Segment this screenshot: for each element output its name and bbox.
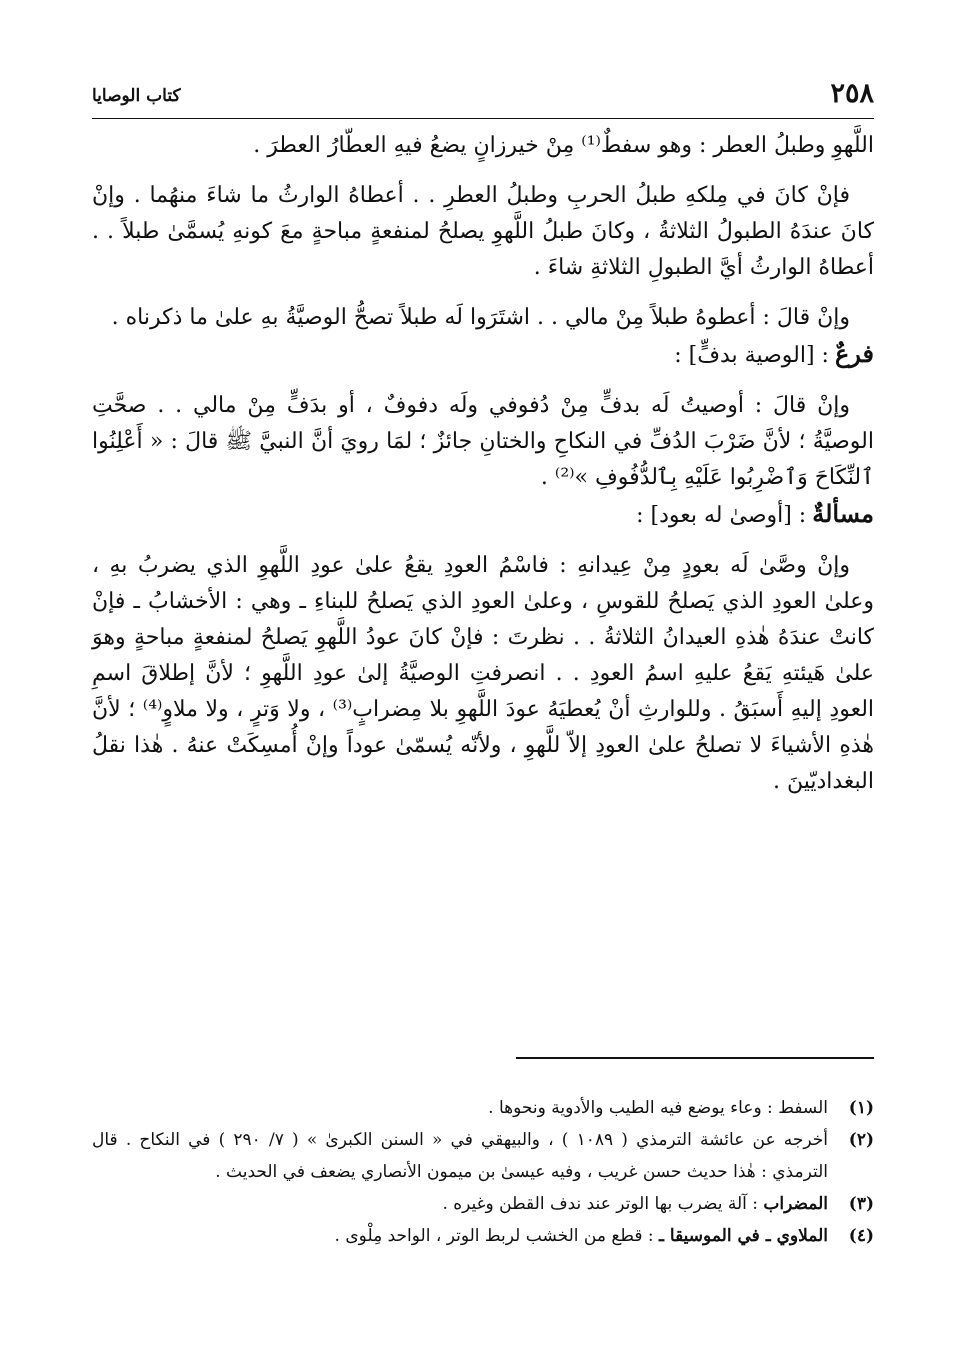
footnote-text: : قطع من الخشب لربط الوتر ، الواحد مِلْوى . — [334, 1226, 659, 1246]
section-title: : [الوصية بدفٍّ] : — [674, 343, 829, 368]
section-heading-daff — [92, 336, 874, 374]
paragraph-3: وإنْ قالَ : أعطوهُ طبلاً مِنْ مالي . . اشتَرَوا لَه طبلاً تصحُّ الوصيَّةُ بهِ علىٰ ما ذكرناه . — [111, 305, 850, 330]
book-title: كتاب الوصايا — [92, 86, 181, 106]
footnote-number: (١) — [848, 1098, 874, 1118]
main-text — [92, 128, 874, 800]
footnote-number: (٤) — [848, 1226, 874, 1246]
section-label: فرعٌ — [834, 339, 874, 368]
section-label: مسألةٌ — [812, 499, 874, 528]
footnote-3 — [92, 1188, 874, 1220]
footnote-1 — [92, 1092, 874, 1124]
footnote-term: المضراب — [763, 1194, 828, 1214]
footnote-term: الملاوي ـ في الموسيقا ـ — [659, 1226, 828, 1246]
paragraph-2: فإنْ كانَ في مِلكهِ طبلُ الحربِ وطبلُ العطرِ . . أعطاهُ الوارثُ ما شاءَ منهُما . وإنْ كانَ عندَهُ الطبولُ الثلاثةُ ، وكانَ طبلُ اللَّهوِ يصلحُ لمنفعةٍ مباحةٍ معَ كونهِ يُسمَّىٰ طبلاً . . أعطاهُ الوارثُ أيَّ الطبولِ الثلاثةِ شاءَ . — [92, 183, 874, 280]
footnote-number: (٣) — [848, 1194, 874, 1214]
running-head — [92, 78, 874, 114]
footnote-4 — [92, 1220, 874, 1252]
footnote-rule — [516, 1057, 874, 1059]
footnotes — [92, 1092, 874, 1252]
paragraph-1: اللَّهوِ وطبلُ العطر : وهو سفطٌ⁽¹⁾ مِنْ خيرزانٍ يضعُ فيهِ العطّارُ العطرَ . — [253, 133, 874, 158]
header-rule — [92, 118, 874, 119]
paragraph-5: وإنْ وصَّىٰ لَه بعودٍ مِنْ عِيدانهِ : فاسْمُ العودِ يقعُ علىٰ عودِ اللَّهوِ الذي يضربُ بهِ ، وعلىٰ العودِ الذي يَصلحُ للقوسِ ، وعلىٰ العودِ الذي يَصلحُ للبناءِ ـ وهي : الأخشابُ ـ فإنْ كانتْ عندَهُ هٰذهِ العيدانُ الثلاثةُ . . نظرتَ : فإنْ كانَ عودُ اللَّهوِ يَصلحُ لمنفعةٍ مباحةٍ وهوَ علىٰ هَيئتهِ يَقعُ عليهِ اسمُ العودِ . . انصرفتِ الوصيَّةُ إلىٰ عودِ اللَّهوِ ؛ لأنَّ إطلاقَ اسمِ العودِ إليهِ أَسبَقُ . وللوارثِ أنْ يُعطيَهُ عودَ اللَّهوِ بلا مِضرابٍ⁽³⁾ ، ولا وَترٍ ، ولا ملاوٍ⁽⁴⁾ ؛ لأنَّ هٰذهِ الأشياءَ لا تصلحُ علىٰ العودِ إلاّ للَّهوِ ، ولأنّه يُسمّىٰ عوداً وإنْ أُمسِكَتْ عنهُ . هٰذا نقلُ البغداديّينَ . — [92, 553, 875, 794]
footnote-2 — [92, 1124, 874, 1188]
footnote-text: السفط : وعاء يوضع فيه الطيب والأدوية ونحوها . — [488, 1098, 828, 1118]
footnote-number: (٢) — [848, 1130, 874, 1150]
section-heading-oud — [92, 496, 874, 534]
page-number: ٢٥٨ — [830, 78, 874, 109]
section-title: : [أوصىٰ له بعود] : — [636, 503, 807, 528]
paragraph-4: وإنْ قالَ : أوصيتُ لَه بدفٍّ مِنْ دُفوفي ولَه دفوفٌ ، أو بدَفٍّ مِنْ مالي . . صحَّتِ الوصيَّةُ ؛ لأنَّ ضَرْبَ الدُفِّ في النكاحِ والختانِ جائزٌ ؛ لمَا رويَ أنَّ النبيَّ ﷺ قالَ : « أَعْلِنُوا ٱلنِّكَاحَ وَٱضْرِبُوا عَلَيْهِ بِٱلدُّفُوفِ »⁽²⁾ . — [92, 393, 874, 490]
footnote-text: : آلة يضرب بها الوتر عند ندف القطن وغيره . — [442, 1194, 764, 1214]
footnote-text: أخرجه عن عائشة الترمذي ( ١٠٨٩ ) ، والبيهقي في « السنن الكبرىٰ » ( ٧/ ٢٩٠ ) في النكاح . قال الترمذي : هٰذا حديث حسن غريب ، وفيه عيسىٰ بن ميمون الأنصاري يضعف في الحديث . — [92, 1130, 828, 1182]
